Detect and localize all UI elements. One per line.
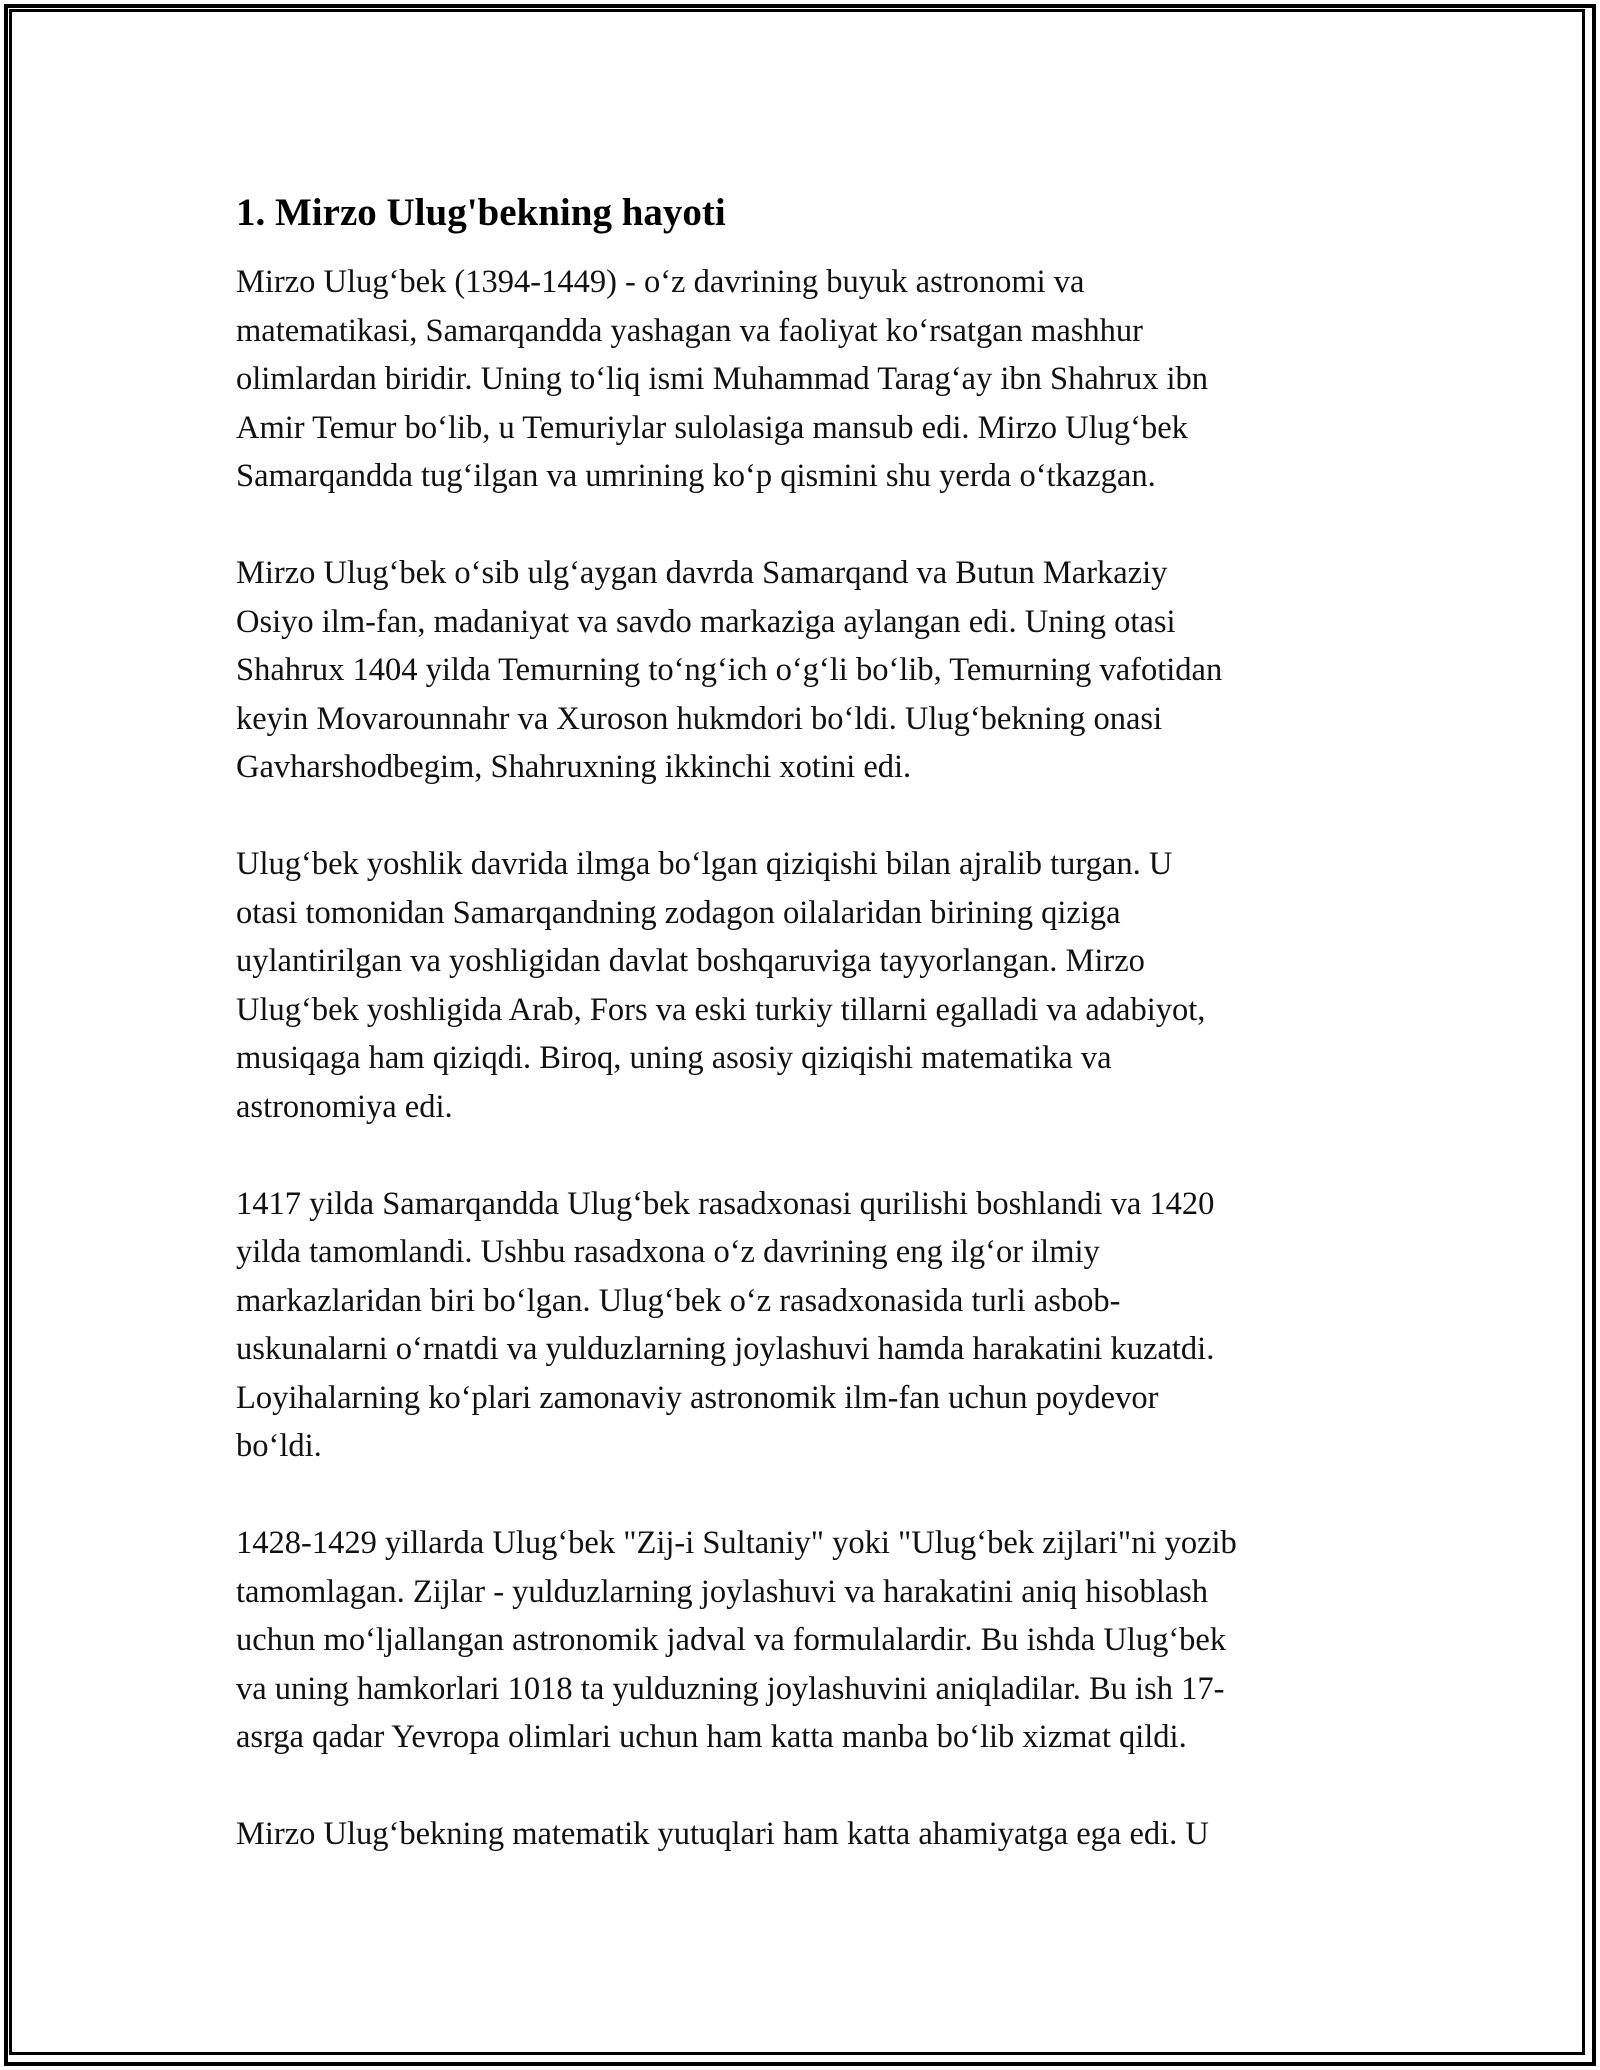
text-line: Loyihalarning ko‘plari zamonaviy astronomik ilm-fan uchun poydevor <box>236 1379 1159 1416</box>
text-line: Mirzo Ulug‘bek o‘sib ulg‘aygan davrda Samarqand va Butun Markaziy <box>236 555 1168 591</box>
text-line: Gavharshodbegim, Shahruxning ikkinchi xotini edi. <box>236 749 912 785</box>
text-line: uylantirilgan va yoshligidan davlat boshqaruviga tayyorlangan. Mirzo <box>236 943 1145 979</box>
text-line: Mirzo Ulug‘bek (1394-1449) - o‘z davrining buyuk astronomi va <box>236 264 1085 300</box>
text-line: Mirzo Ulug‘bekning matematik yutuqlari ham katta ahamiyatga ega edi. U <box>236 1816 1209 1852</box>
text-line: otasi tomonidan Samarqandning zodagon oilalaridan birining qiziga <box>236 894 1121 931</box>
text-line: Osiyo ilm-fan, madaniyat va savdo markaziga aylangan edi. Uning otasi <box>236 603 1176 640</box>
paragraph-6 <box>236 1810 1364 1859</box>
paragraph-5 <box>236 1519 1364 1762</box>
document-body <box>236 188 1364 1907</box>
text-line: Samarqandda tug‘ilgan va umrining ko‘p qismini shu yerda o‘tkazgan. <box>236 458 1156 494</box>
paragraph-1 <box>236 258 1364 501</box>
paragraph-4 <box>236 1180 1364 1471</box>
paragraph-3 <box>236 840 1364 1131</box>
section-heading: 1. Mirzo Ulug'bekning hayoti <box>236 191 726 234</box>
text-line: asrga qadar Yevropa olimlari uchun ham katta manba bo‘lib xizmat qildi. <box>236 1719 1187 1755</box>
text-line: yilda tamomlandi. Ushbu rasadxona o‘z davrining eng ilg‘or ilmiy <box>236 1234 1100 1270</box>
text-line: bo‘ldi. <box>236 1428 322 1464</box>
text-line: uchun mo‘ljallangan astronomik jadval va formulalardir. Bu ishda Ulug‘bek <box>236 1622 1227 1658</box>
text-line: markazlaridan biri bo‘lgan. Ulug‘bek o‘z rasadxonasida turli asbob- <box>236 1282 1121 1319</box>
text-line: tamomlagan. Zijlar - yulduzlarning joylashuvi va harakatini aniq hisoblash <box>236 1573 1209 1610</box>
text-line: Ulug‘bek yoshlik davrida ilmga bo‘lgan qiziqishi bilan ajralib turgan. U <box>236 846 1173 882</box>
text-line: keyin Movarounnahr va Xuroson hukmdori bo‘ldi. Ulug‘bekning onasi <box>236 700 1163 737</box>
text-line: 1417 yilda Samarqandda Ulug‘bek rasadxonasi qurilishi boshlandi va 1420 <box>236 1185 1215 1222</box>
paragraph-2 <box>236 549 1364 792</box>
text-line: Amir Temur bo‘lib, u Temuriylar sulolasiga mansub edi. Mirzo Ulug‘bek <box>236 409 1188 446</box>
text-line: Ulug‘bek yoshligida Arab, Fors va eski turkiy tillarni egalladi va adabiyot, <box>236 991 1206 1028</box>
text-line: va uning hamkorlari 1018 ta yulduzning joylashuvini aniqladilar. Bu ish 17- <box>236 1670 1225 1707</box>
text-line: Shahrux 1404 yilda Temurning to‘ng‘ich o‘g‘li bo‘lib, Temurning vafotidan <box>236 652 1223 688</box>
text-line: musiqaga ham qiziqdi. Biroq, uning asosiy qiziqishi matematika va <box>236 1040 1112 1076</box>
text-line: matematikasi, Samarqandda yashagan va faoliyat ko‘rsatgan mashhur <box>236 312 1143 349</box>
text-line: uskunalarni o‘rnatdi va yulduzlarning joylashuvi hamda harakatini kuzatdi. <box>236 1331 1215 1367</box>
text-line: olimlardan biridir. Uning to‘liq ismi Muhammad Tarag‘ay ibn Shahrux ibn <box>236 361 1208 397</box>
text-line: 1428-1429 yillarda Ulug‘bek "Zij-i Sultaniy" yoki "Ulug‘bek zijlari"ni yozib <box>236 1525 1237 1561</box>
text-line: astronomiya edi. <box>236 1088 453 1125</box>
